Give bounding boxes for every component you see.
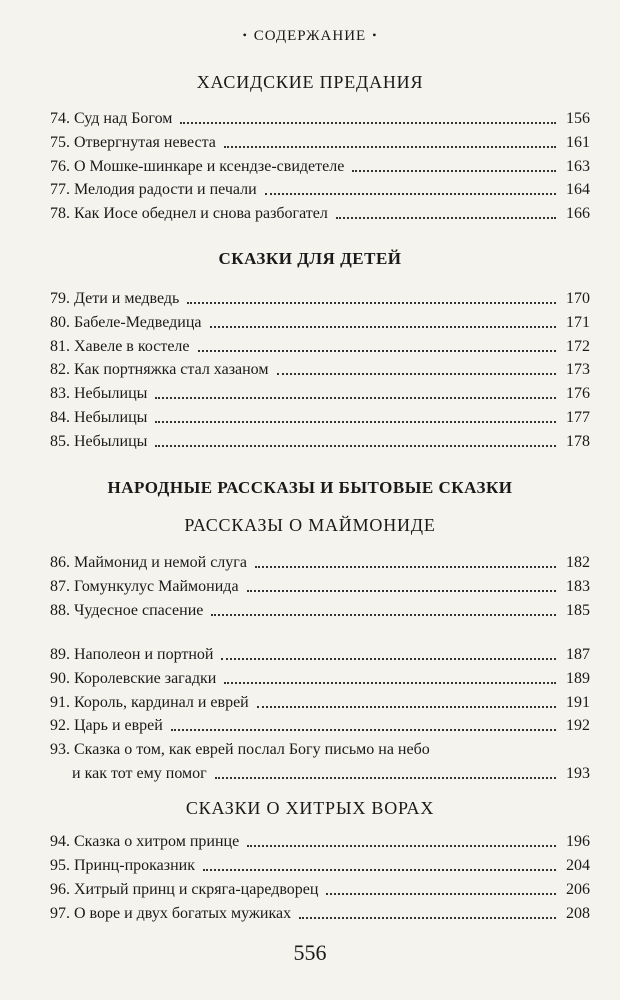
toc-entry-page: 185 bbox=[566, 602, 590, 619]
toc-entry-title: 90. Королевские загадки bbox=[50, 670, 217, 687]
dot-leader bbox=[224, 682, 556, 684]
toc-entry bbox=[50, 853, 590, 875]
toc-entry-page: 164 bbox=[566, 181, 590, 198]
toc-entry-page: 189 bbox=[566, 670, 590, 687]
toc-entry-title: 83. Небылицы bbox=[50, 385, 148, 402]
toc-entry-title: 95. Принц-проказник bbox=[50, 857, 195, 874]
toc-entry-title: 87. Гомункулус Маймонида bbox=[50, 578, 239, 595]
toc-entry-title: 92. Царь и еврей bbox=[50, 717, 163, 734]
dot-leader bbox=[255, 566, 556, 568]
toc-entry bbox=[50, 381, 590, 403]
toc-entry-page: 193 bbox=[566, 765, 590, 782]
toc-entry-title: 86. Маймонид и немой слуга bbox=[50, 554, 247, 571]
dot-leader bbox=[203, 869, 556, 871]
dot-leader bbox=[211, 614, 556, 616]
dot-leader bbox=[155, 397, 556, 399]
dot-leader bbox=[210, 326, 557, 328]
toc-entry bbox=[50, 334, 590, 356]
toc-entry bbox=[50, 713, 590, 735]
toc-entry-continuation bbox=[72, 761, 590, 783]
toc-entry-title: 91. Король, кардинал и еврей bbox=[50, 694, 249, 711]
running-head bbox=[0, 28, 620, 45]
dot-leader bbox=[215, 777, 556, 779]
dot-leader bbox=[257, 706, 556, 708]
toc-entry-page: 171 bbox=[566, 314, 590, 331]
toc-entry-title: 78. Как Иосе обеднел и снова разбогател bbox=[50, 205, 328, 222]
bullet-left: • bbox=[242, 28, 248, 42]
toc-entry-page: 208 bbox=[566, 905, 590, 922]
toc-entry-title: 94. Сказка о хитром принце bbox=[50, 833, 240, 850]
toc-entry bbox=[50, 405, 590, 427]
toc-entry-page: 206 bbox=[566, 881, 590, 898]
toc-entry bbox=[50, 666, 590, 688]
dot-leader bbox=[277, 373, 557, 375]
dot-leader bbox=[155, 445, 556, 447]
toc-entry-page: 196 bbox=[566, 833, 590, 850]
toc-entry-title: 82. Как портняжка стал хазаном bbox=[50, 361, 269, 378]
toc-entry-title: 97. О воре и двух богатых мужиках bbox=[50, 905, 292, 922]
toc-entry bbox=[50, 177, 590, 199]
toc-entry bbox=[50, 130, 590, 152]
section-title-children: СКАЗКИ ДЛЯ ДЕТЕЙ bbox=[218, 249, 402, 268]
section-title-hasidic: ХАСИДСКИЕ ПРЕДАНИЯ bbox=[196, 72, 424, 92]
section-title-maimonides: РАССКАЗЫ О МАЙМОНИДЕ bbox=[184, 515, 436, 535]
toc-entry bbox=[50, 429, 590, 451]
dot-leader bbox=[336, 217, 556, 219]
toc-entry-page: 191 bbox=[566, 694, 590, 711]
toc-entry-page: 176 bbox=[566, 385, 590, 402]
dot-leader bbox=[326, 893, 556, 895]
page-number: 556 bbox=[293, 940, 327, 965]
toc-entry bbox=[50, 310, 590, 332]
dot-leader bbox=[171, 729, 556, 731]
toc-entry-page: 166 bbox=[566, 205, 590, 222]
toc-entry-page: 204 bbox=[566, 857, 590, 874]
dot-leader bbox=[187, 302, 556, 304]
toc-entry-title: 80. Бабеле-Медведица bbox=[50, 314, 202, 331]
toc-entry bbox=[50, 550, 590, 572]
toc-entry-title: 75. Отвергнутая невеста bbox=[50, 134, 216, 151]
toc-entry bbox=[50, 877, 590, 899]
toc-entry-title: 81. Хавеле в костеле bbox=[50, 338, 190, 355]
section-title-folk-stories: НАРОДНЫЕ РАССКАЗЫ И БЫТОВЫЕ СКАЗКИ bbox=[107, 478, 513, 497]
running-head-text: СОДЕРЖАНИЕ bbox=[253, 28, 367, 44]
section-title-thieves: СКАЗКИ О ХИТРЫХ ВОРАХ bbox=[185, 798, 435, 818]
toc-entry bbox=[50, 154, 590, 176]
toc-entry-page: 163 bbox=[566, 158, 590, 175]
dot-leader bbox=[221, 658, 556, 660]
toc-entry-title: 93. Сказка о том, как еврей послал Богу письмо на небо bbox=[50, 741, 430, 758]
toc-entry bbox=[50, 286, 590, 308]
toc-entry-page: 177 bbox=[566, 409, 590, 426]
toc-entry-page: 182 bbox=[566, 554, 590, 571]
dot-leader bbox=[198, 350, 557, 352]
toc-entry bbox=[50, 106, 590, 128]
toc-entry-title: 85. Небылицы bbox=[50, 433, 148, 450]
toc-entry-page: 192 bbox=[566, 717, 590, 734]
dot-leader bbox=[247, 590, 556, 592]
bullet-right: • bbox=[372, 28, 378, 42]
dot-leader bbox=[265, 193, 556, 195]
toc-entry-title: 77. Мелодия радости и печали bbox=[50, 181, 257, 198]
dot-leader bbox=[299, 917, 556, 919]
toc-entry bbox=[50, 901, 590, 923]
toc-entry-title: 74. Суд над Богом bbox=[50, 110, 173, 127]
toc-entry-title: 84. Небылицы bbox=[50, 409, 148, 426]
toc-entry bbox=[50, 829, 590, 851]
toc-entry-title: 76. О Мошке-шинкаре и ксендзе-свидетеле bbox=[50, 158, 345, 175]
dot-leader bbox=[247, 845, 556, 847]
toc-entry-title: и как тот ему помог bbox=[72, 765, 207, 782]
toc-entry bbox=[50, 574, 590, 596]
toc-entry-title: 88. Чудесное спасение bbox=[50, 602, 204, 619]
toc-entry-title: 96. Хитрый принц и скряга-царедворец bbox=[50, 881, 319, 898]
toc-entry-page: 161 bbox=[566, 134, 590, 151]
toc-entry bbox=[50, 690, 590, 712]
dot-leader bbox=[352, 170, 556, 172]
toc-entry-page: 187 bbox=[566, 646, 590, 663]
toc-entry bbox=[50, 357, 590, 379]
toc-entry-page: 173 bbox=[566, 361, 590, 378]
toc-entry-page: 156 bbox=[566, 110, 590, 127]
toc-entry bbox=[50, 598, 590, 620]
dot-leader bbox=[155, 421, 556, 423]
toc-entry-page: 178 bbox=[566, 433, 590, 450]
toc-entry bbox=[50, 642, 590, 664]
toc-entry-page: 183 bbox=[566, 578, 590, 595]
toc-entry bbox=[50, 737, 590, 759]
toc-entry-page: 172 bbox=[566, 338, 590, 355]
toc-entry-page: 170 bbox=[566, 290, 590, 307]
toc-entry-title: 89. Наполеон и портной bbox=[50, 646, 214, 663]
toc-entry-title: 79. Дети и медведь bbox=[50, 290, 180, 307]
toc-entry bbox=[50, 201, 590, 223]
dot-leader bbox=[224, 146, 556, 148]
dot-leader bbox=[180, 122, 556, 124]
